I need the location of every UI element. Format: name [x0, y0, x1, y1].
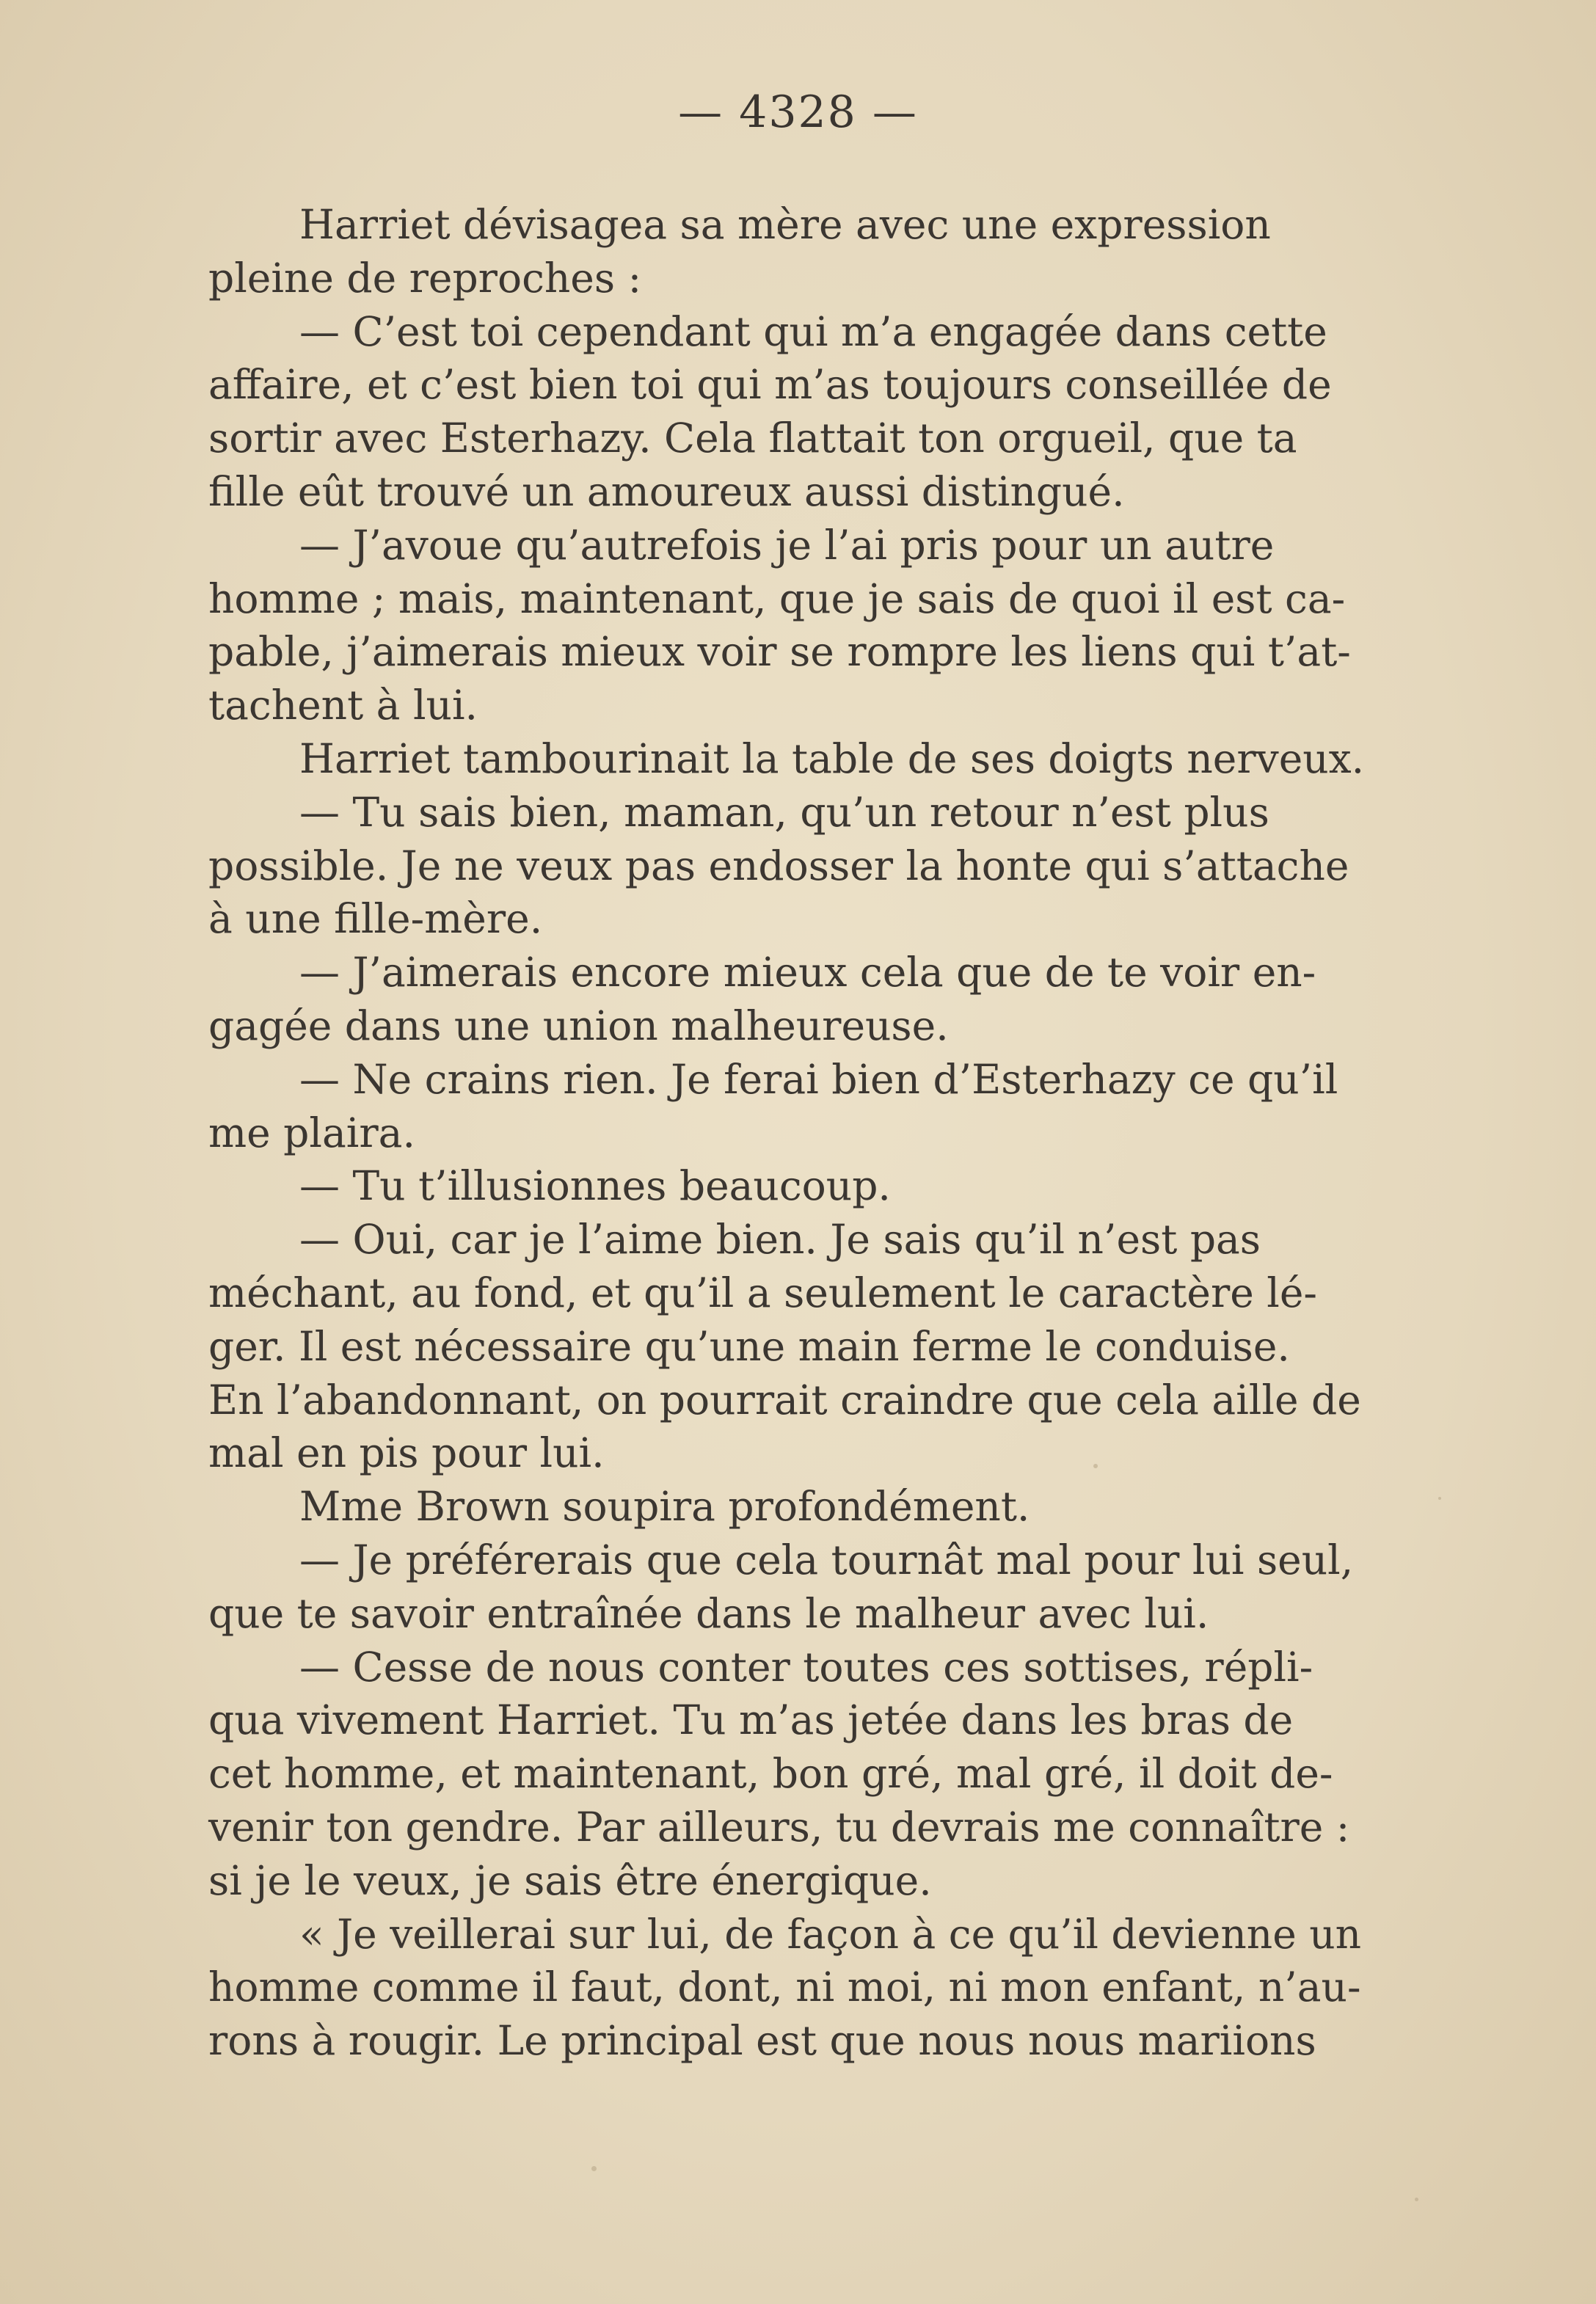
paper-speck — [1438, 1497, 1441, 1500]
text-line: affaire, et c’est bien toi qui m’as toujours conseillée de — [208, 361, 1332, 409]
paper-speck — [591, 2166, 597, 2171]
text-line: venir ton gendre. Par ailleurs, tu devrais me connaître : — [208, 1803, 1350, 1851]
text-line: Harriet tambourinait la table de ses doigts nerveux. — [299, 734, 1365, 782]
body-text — [208, 198, 1456, 2068]
text-line: à une fille-mère. — [208, 895, 543, 943]
text-line: pleine de reproches : — [208, 254, 642, 302]
text-line: homme comme il faut, dont, ni moi, ni mon enfant, n’au- — [208, 1964, 1361, 2011]
text-line: — Tu t’illusionnes beaucoup. — [299, 1162, 891, 1210]
text-line: — Ne crains rien. Je ferai bien d’Esterhazy ce qu’il — [299, 1055, 1338, 1103]
text-line: Mme Brown soupira profondément. — [299, 1483, 1030, 1531]
paper-speck — [1093, 1464, 1098, 1468]
text-line: « Je veillerai sur lui, de façon à ce qu’il devienne un — [299, 1910, 1362, 1958]
text-line: fille eût trouvé un amoureux aussi distingué. — [208, 467, 1125, 515]
text-line: si je le veux, je sais être énergique. — [208, 1856, 932, 1904]
text-line: — Cesse de nous conter toutes ces sottises, répli- — [299, 1643, 1313, 1691]
paper-speck — [1415, 2198, 1418, 2201]
text-line: méchant, au fond, et qu’il a seulement le caractère lé- — [208, 1269, 1317, 1316]
text-line: — Oui, car je l’aime bien. Je sais qu’il n’est pas — [299, 1216, 1261, 1264]
text-line: Harriet dévisagea sa mère avec une expression — [299, 201, 1271, 248]
text-line: — J’avoue qu’autrefois je l’ai pris pour un autre — [299, 521, 1275, 569]
text-line: gagée dans une union malheureuse. — [208, 1002, 949, 1049]
text-line: En l’abandonnant, on pourrait craindre que cela aille de — [208, 1376, 1361, 1423]
text-line: cet homme, et maintenant, bon gré, mal gré, il doit de- — [208, 1750, 1333, 1798]
text-line: — C’est toi cependant qui m’a engagée dans cette — [299, 307, 1327, 355]
text-line: homme ; mais, maintenant, que je sais de quoi il est ca- — [208, 575, 1346, 622]
text-line: possible. Je ne veux pas endosser la honte qui s’attache — [208, 842, 1349, 889]
text-line: sortir avec Esterhazy. Cela flattait ton orgueil, que ta — [208, 415, 1297, 462]
text-line: qua vivement Harriet. Tu m’as jetée dans les bras de — [208, 1696, 1294, 1744]
text-line: ger. Il est nécessaire qu’une main ferme le conduise. — [208, 1322, 1290, 1370]
text-line: — Tu sais bien, maman, qu’un retour n’est plus — [299, 788, 1269, 836]
text-line: tachent à lui. — [208, 682, 478, 729]
text-line: pable, j’aimerais mieux voir se rompre les liens qui t’at- — [208, 628, 1351, 676]
text-line: que te savoir entraînée dans le malheur avec lui. — [208, 1589, 1209, 1637]
text-line: rons à rougir. Le principal est que nous nous mariions — [208, 2017, 1316, 2065]
text-line: mal en pis pour lui. — [208, 1429, 605, 1477]
text-line: — J’aimerais encore mieux cela que de te voir en- — [299, 949, 1316, 996]
page-number: — 4328 — — [678, 87, 918, 138]
text-line: me plaira. — [208, 1109, 415, 1156]
text-line: — Je préférerais que cela tournât mal pour lui seul, — [299, 1536, 1354, 1583]
